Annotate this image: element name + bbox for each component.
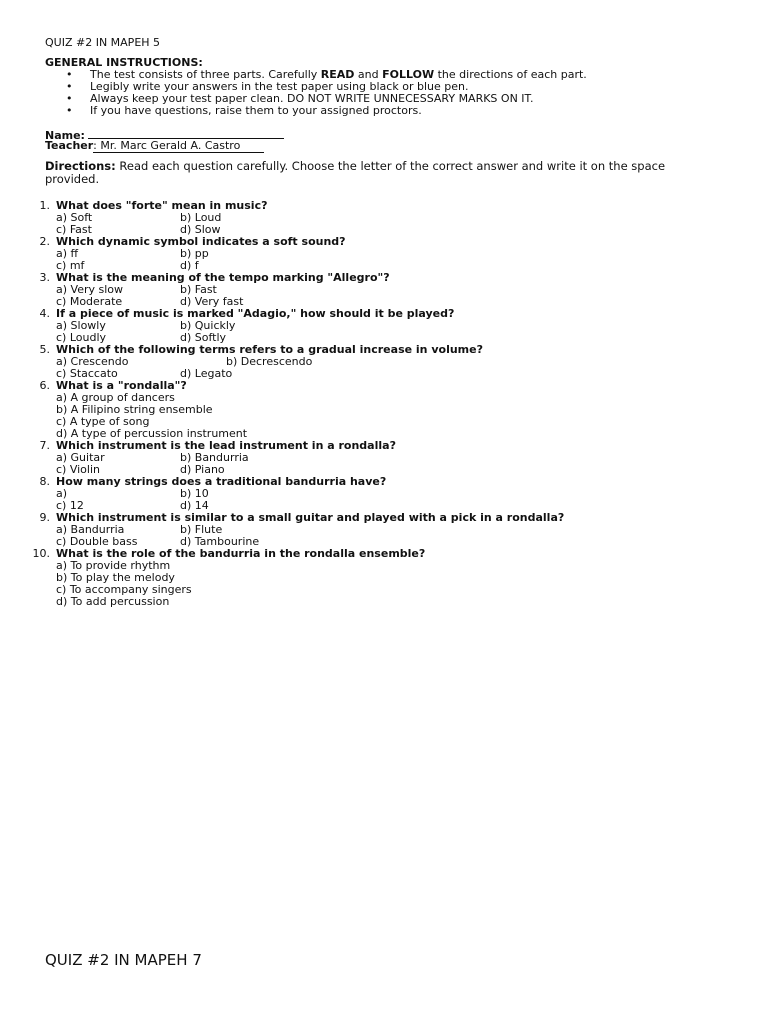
question-item xyxy=(30,512,730,548)
answer-option: d) Legato xyxy=(180,367,233,380)
question-number: 9. xyxy=(39,511,50,524)
answer-option: d) A type of percussion instrument xyxy=(56,427,248,440)
answer-option: b) To play the melody xyxy=(56,571,175,584)
answer-option: d) Piano xyxy=(180,463,225,476)
directions xyxy=(45,160,705,186)
question-item xyxy=(30,440,730,476)
answer-option: a) To provide rhythm xyxy=(56,559,171,572)
answer-option: c) Loudly xyxy=(56,331,107,344)
answer-option: b) pp xyxy=(180,247,209,260)
answer-option: c) Staccato xyxy=(56,367,118,380)
instructions-heading: GENERAL INSTRUCTIONS: xyxy=(45,56,203,69)
question-text: What does "forte" mean in music? xyxy=(56,199,268,212)
answer-option: b) Quickly xyxy=(180,319,236,332)
answer-option: c) 12 xyxy=(56,499,84,512)
question-number: 7. xyxy=(39,439,50,452)
question-number: 8. xyxy=(39,475,50,488)
answer-option: d) Slow xyxy=(180,223,221,236)
question-item xyxy=(30,200,730,236)
option-row xyxy=(56,452,730,464)
option-row xyxy=(56,488,730,500)
teacher-label: Teacher xyxy=(45,139,94,152)
question-number: 4. xyxy=(39,307,50,320)
option-row xyxy=(56,320,730,332)
bullet-icon: • xyxy=(66,104,73,117)
teacher-value: : Mr. Marc Gerald A. Castro xyxy=(93,139,264,153)
question-number: 10. xyxy=(32,547,50,560)
answer-option: a) A group of dancers xyxy=(56,391,175,404)
question-number: 1. xyxy=(39,199,50,212)
question-number: 3. xyxy=(39,271,50,284)
answer-option: a) ff xyxy=(56,247,79,260)
answer-option: b) Loud xyxy=(180,211,222,224)
question-item xyxy=(30,308,730,344)
answer-option: a) Crescendo xyxy=(56,355,129,368)
name-label: Name: xyxy=(45,129,85,142)
answer-option: d) Tambourine xyxy=(180,535,260,548)
question-text: What is the role of the bandurria in the rondalla ensemble? xyxy=(56,547,426,560)
question-number: 5. xyxy=(39,343,50,356)
answer-option: d) f xyxy=(180,259,199,272)
bullet-icon: • xyxy=(66,80,73,93)
question-text: If a piece of music is marked "Adagio," how should it be played? xyxy=(56,307,455,320)
question-item xyxy=(30,548,730,608)
answer-option: d) To add percussion xyxy=(56,595,170,608)
answer-option: b) A Filipino string ensemble xyxy=(56,403,213,416)
bullet-icon: • xyxy=(66,92,73,105)
instruction-item: • Legibly write your answers in the test paper using black or blue pen. xyxy=(66,80,469,93)
option-row xyxy=(56,284,730,296)
answer-option: b) 10 xyxy=(180,487,209,500)
question-item xyxy=(30,236,730,272)
instruction-item: • Always keep your test paper clean. DO NOT WRITE UNNECESSARY MARKS ON IT. xyxy=(66,92,534,105)
question-item xyxy=(30,380,730,440)
question-item xyxy=(30,476,730,512)
name-blank[interactable] xyxy=(88,128,284,139)
bullet-icon: • xyxy=(66,68,73,81)
answer-option: c) A type of song xyxy=(56,415,150,428)
answer-option: d) 14 xyxy=(180,499,209,512)
answer-option: c) Moderate xyxy=(56,295,123,308)
directions-text: Read each question carefully. Choose the letter of the correct answer and write it on the space provided. xyxy=(45,159,666,186)
question-text: Which instrument is similar to a small guitar and played with a pick in a rondalla? xyxy=(56,511,565,524)
instruction-item: • If you have questions, raise them to your assigned proctors. xyxy=(66,104,422,117)
question-number: 2. xyxy=(39,235,50,248)
question-text: Which instrument is the lead instrument in a rondalla? xyxy=(56,439,396,452)
answer-option: c) mf xyxy=(56,259,85,272)
answer-option: a) Bandurria xyxy=(56,523,125,536)
answer-option: c) To accompany singers xyxy=(56,583,192,596)
instruction-item: • The test consists of three parts. Carefully READ and FOLLOW the directions of each part. xyxy=(66,68,587,81)
quiz-title: QUIZ #2 IN MAPEH 5 xyxy=(45,36,161,49)
answer-option: b) Bandurria xyxy=(180,451,249,464)
answer-option: a) xyxy=(56,487,68,500)
option-row xyxy=(56,356,730,368)
question-text: How many strings does a traditional bandurria have? xyxy=(56,475,387,488)
question-number: 6. xyxy=(39,379,50,392)
answer-option: c) Violin xyxy=(56,463,100,476)
answer-option: b) Decrescendo xyxy=(226,355,313,368)
teacher-field-row xyxy=(45,140,264,152)
question-item xyxy=(30,272,730,308)
option-row xyxy=(56,524,730,536)
question-text: What is the meaning of the tempo marking "Allegro"? xyxy=(56,271,390,284)
instructions-list xyxy=(45,69,587,117)
option-row xyxy=(56,212,730,224)
answer-option: b) Fast xyxy=(180,283,217,296)
answer-option: c) Fast xyxy=(56,223,92,236)
answer-option: d) Softly xyxy=(180,331,227,344)
question-item xyxy=(30,344,730,380)
answer-option: a) Soft xyxy=(56,211,93,224)
question-text: Which of the following terms refers to a gradual increase in volume? xyxy=(56,343,483,356)
footer-quiz-title: QUIZ #2 IN MAPEH 7 xyxy=(45,951,202,969)
question-text: Which dynamic symbol indicates a soft sound? xyxy=(56,235,346,248)
answer-option: c) Double bass xyxy=(56,535,138,548)
question-list xyxy=(30,200,730,608)
answer-option: b) Flute xyxy=(180,523,223,536)
directions-label: Directions: xyxy=(45,159,116,173)
answer-option: a) Slowly xyxy=(56,319,106,332)
answer-option: a) Very slow xyxy=(56,283,124,296)
answer-option: d) Very fast xyxy=(180,295,244,308)
question-text: What is a "rondalla"? xyxy=(56,379,187,392)
answer-option: a) Guitar xyxy=(56,451,105,464)
option-row xyxy=(56,248,730,260)
